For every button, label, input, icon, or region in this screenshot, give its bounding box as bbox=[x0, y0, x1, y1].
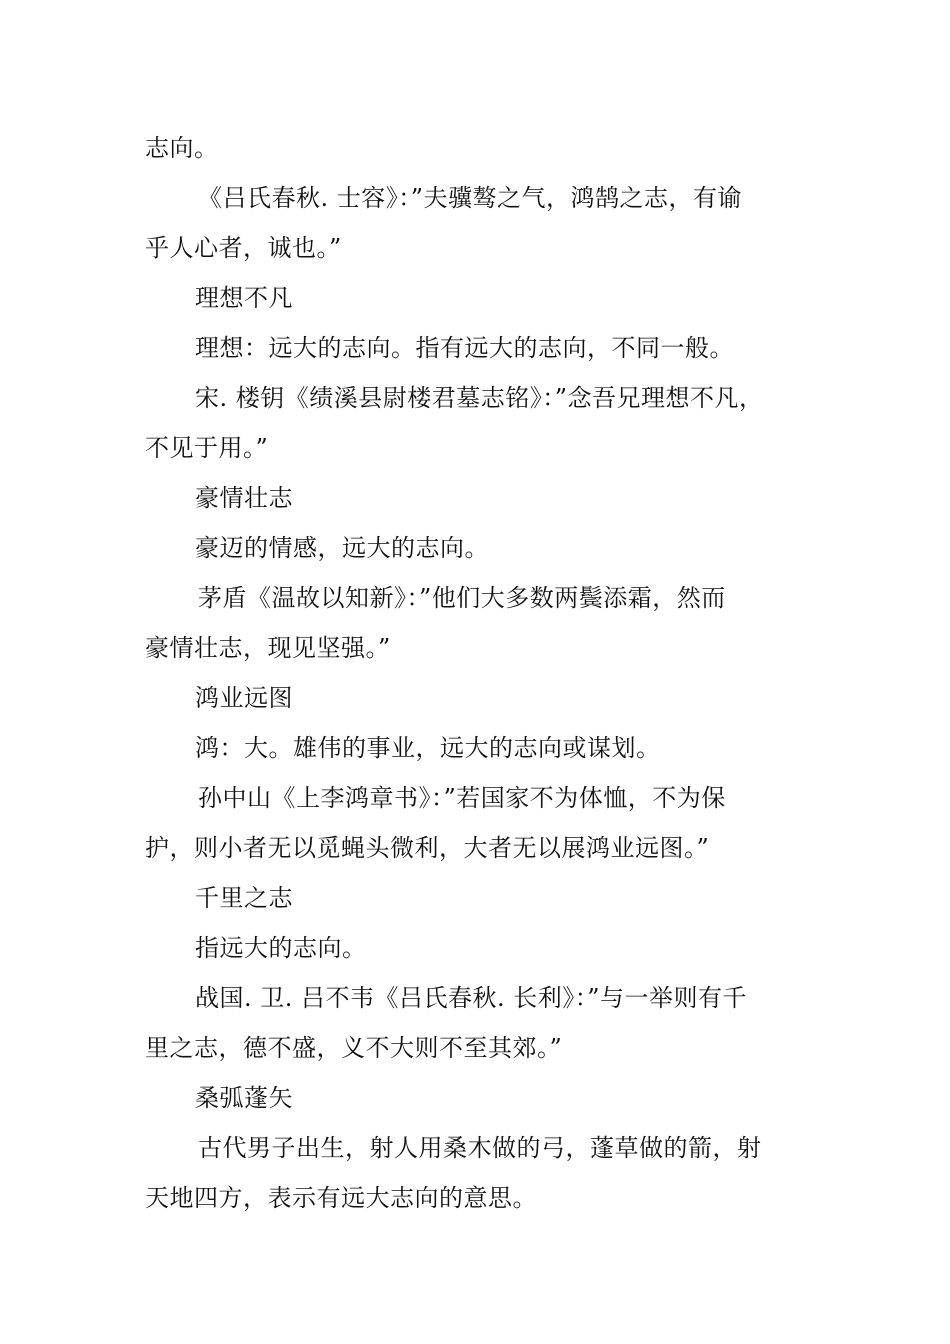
idiom-heading: 千里之志 bbox=[195, 884, 293, 912]
definition-line: 理想：远大的志向。指有远大的志向，不同一般。 bbox=[195, 334, 734, 362]
idiom-heading: 豪情壮志 bbox=[195, 484, 293, 512]
citation-line: 《吕氏春秋. 士容》：”夫骥骜之气，鸿鹄之志，有谕 bbox=[198, 184, 743, 212]
definition-line: 豪迈的情感，远大的志向。 bbox=[195, 534, 489, 562]
idiom-heading: 理想不凡 bbox=[195, 284, 293, 312]
idiom-heading: 鸿业远图 bbox=[195, 684, 293, 712]
text-line: 天地四方，表示有远大志向的意思。 bbox=[145, 1184, 537, 1212]
citation-line: 孙中山《上李鸿章书》：”若国家不为体恤，不为保 bbox=[198, 784, 726, 812]
text-line: 乎人心者，诚也。” bbox=[145, 234, 342, 262]
text-line: 里之志，德不盛，义不大则不至其郊。” bbox=[145, 1034, 563, 1062]
idiom-heading: 桑弧蓬矢 bbox=[195, 1084, 293, 1112]
text-line: 不见于用。” bbox=[145, 434, 269, 462]
citation-line: 宋. 楼钥《绩溪县尉楼君墓志铭》：”念吾兄理想不凡， bbox=[195, 384, 764, 412]
citation-line: 茅盾《温故以知新》：”他们大多数两鬓添霜，然而 bbox=[198, 584, 726, 612]
text-line: 志向。 bbox=[145, 134, 219, 162]
text-line: 护，则小者无以觅蝇头微利，大者无以展鸿业远图。” bbox=[145, 834, 710, 862]
definition-line: 古代男子出生，射人用桑木做的弓，蓬草做的箭，射 bbox=[198, 1134, 762, 1162]
definition-line: 鸿：大。雄伟的事业，远大的志向或谋划。 bbox=[195, 734, 661, 762]
citation-line: 战国. 卫. 吕不韦《吕氏春秋. 长利》：”与一举则有千 bbox=[195, 984, 748, 1012]
text-line: 豪情壮志，现见坚强。” bbox=[145, 634, 391, 662]
definition-line: 指远大的志向。 bbox=[195, 934, 367, 962]
